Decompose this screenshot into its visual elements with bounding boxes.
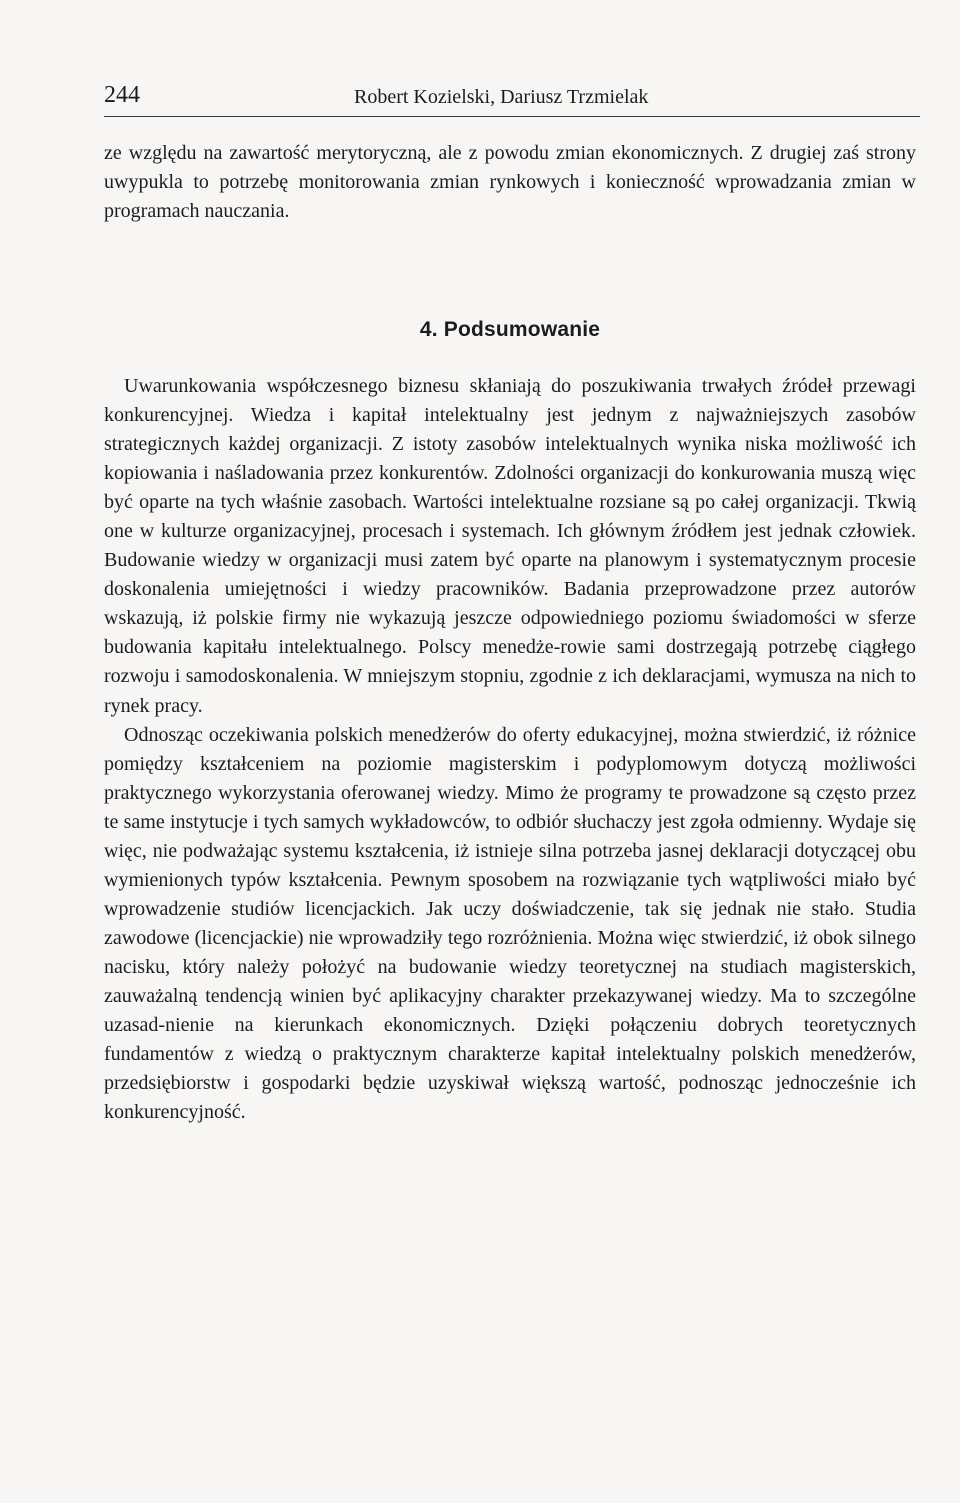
section-heading: 4. Podsumowanie bbox=[419, 318, 601, 341]
body-paragraph: Uwarunkowania współczesnego biznesu skłaniają do poszukiwania trwałych źródeł przewagi konkurencyjnej. Wiedza i kapitał intelektualny jest jednym z najważniejszych zasobów strategicznych każdej organizacji. Z istoty zasobów intelektualnych wynika niska możliwość ich kopiowania i naśladowania przez konkurentów. Zdolności organizacji do konkurowania muszą więc być oparte na tych właśnie zasobach. Wartości intelektualne rozsiane są po całej organizacji. Tkwią one w kulturze organizacyjnej, procesach i systemach. Ich głównym źródłem jest jednak człowiek. Budowanie wiedzy w organizacji musi zatem być oparte na planowym i systematycznym procesie doskonalenia umiejętności i wiedzy pracowników. Badania przeprowadzone przez autorów wskazują, iż polskie firmy nie wykazują jeszcze odpowiedniego poziomu świadomości w sferze budowania kapitału intelektualnego. Polscy menedże-rowie sami dostrzegają potrzebę ciągłego rozwoju i samodoskonalenia. W mniejszym stopniu, zgodnie z ich deklaracjami, wymusza na nich to rynek pracy. bbox=[104, 375, 916, 717]
intro-paragraph: ze względu na zawartość merytoryczną, ale z powodu zmian ekonomicznych. Z drugiej zaś strony uwypukla to potrzebę monitorowania zmian rynkowych i konieczność wprowadzania zmian w programach nauczania. bbox=[104, 142, 916, 223]
header-authors: Robert Kozielski, Dariusz Trzmielak bbox=[354, 86, 649, 108]
header-divider bbox=[104, 116, 920, 117]
intro-text bbox=[104, 139, 916, 226]
section-body bbox=[104, 372, 916, 1127]
page-number: 244 bbox=[104, 82, 140, 108]
running-header bbox=[104, 80, 920, 114]
body-paragraph: Odnosząc oczekiwania polskich menedżerów do oferty edukacyjnej, można stwierdzić, iż różnice pomiędzy kształceniem na poziomie magisterskim i podyplomowym dotyczą możliwości praktycznego wykorzystania oferowanej wiedzy. Mimo że programy te prowadzone są często przez te same instytucje i tych samych wykładowców, to odbiór słuchaczy jest zgoła odmienny. Wydaje się więc, nie podważając systemu kształcenia, iż istnieje silna potrzeba jasnej deklaracji dotyczącej obu wymienionych typów kształcenia. Pewnym sposobem na rozwiązanie tych wątpliwości miało być wprowadzenie studiów licencjackich. Jak uczy doświadczenie, tak się jednak nie stało. Studia zawodowe (licencjackie) nie wprowadziły tego rozróżnienia. Można więc stwierdzić, iż obok silnego nacisku, który należy położyć na budowanie wiedzy teoretycznej na studiach magisterskich, zauważalną tendencją winien być aplikacyjny charakter przekazywanej wiedzy. Ma to szczególne uzasad-nienie na kierunkach ekonomicznych. Dzięki połączeniu dobrych teoretycznych fundamentów z wiedzą o praktycznym charakterze kapitał intelektualny polskich menedżerów, przedsiębiorstw i gospodarki będzie uzyskiwał większą wartość, podnosząc jednocześnie ich konkurencyjność. bbox=[104, 723, 916, 1124]
